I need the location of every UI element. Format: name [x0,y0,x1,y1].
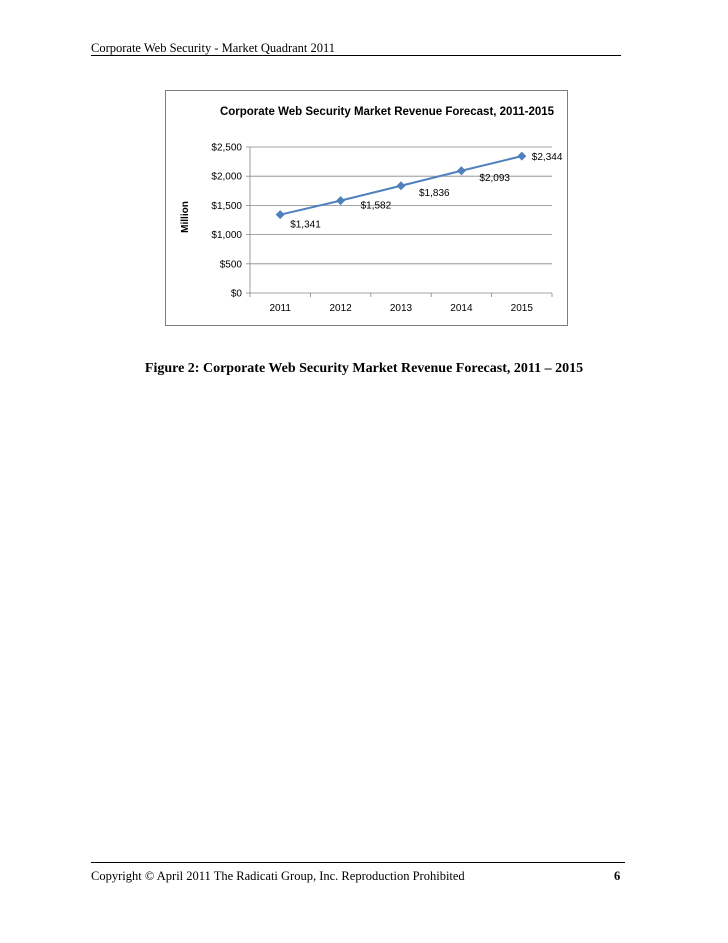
y-axis-label: Million [180,201,191,233]
figure-caption: Figure 2: Corporate Web Security Market Revenue Forecast, 2011 – 2015 [144,361,584,376]
data-point-marker [457,166,466,175]
x-tick-label: 2013 [389,303,413,314]
footer-copyright: Copyright © April 2011 The Radicati Group, Inc. Reproduction Prohibited [91,869,465,883]
x-tick-labels [269,303,533,314]
chart-title: Corporate Web Security Market Revenue Forecast, 2011-2015 [219,106,555,118]
footer-rule [91,862,625,863]
y-tick-label: $500 [219,259,242,271]
revenue-forecast-chart [166,91,567,325]
data-label: $1,341 [290,219,321,231]
x-tick-label: 2011 [269,303,291,314]
page-number: 6 [614,869,621,883]
data-point-marker [517,152,526,161]
page-header-title: Corporate Web Security - Market Quadrant 2011 [91,41,336,55]
x-tick-label: 2014 [450,303,473,314]
grid-lines [250,147,552,264]
data-labels [290,152,563,231]
chart-container [165,90,568,326]
x-tick-label: 2015 [510,303,533,314]
data-label: $2,344 [531,152,563,164]
y-tick-label: $1,500 [211,200,242,212]
header-rule [91,55,621,56]
data-point-marker [336,196,345,205]
x-tick-label: 2012 [329,303,352,314]
data-label: $1,582 [360,200,392,212]
y-tick-labels [211,143,242,300]
data-label: $1,836 [419,187,450,199]
data-point-marker [397,181,406,190]
y-tick-label: $1,000 [211,230,242,242]
data-label: $2,093 [479,172,510,184]
data-point-marker [276,210,285,219]
y-tick-label: $2,000 [211,171,242,183]
y-tick-label: $2,500 [211,142,242,154]
y-tick-label: $0 [230,288,242,300]
data-markers [276,152,527,220]
